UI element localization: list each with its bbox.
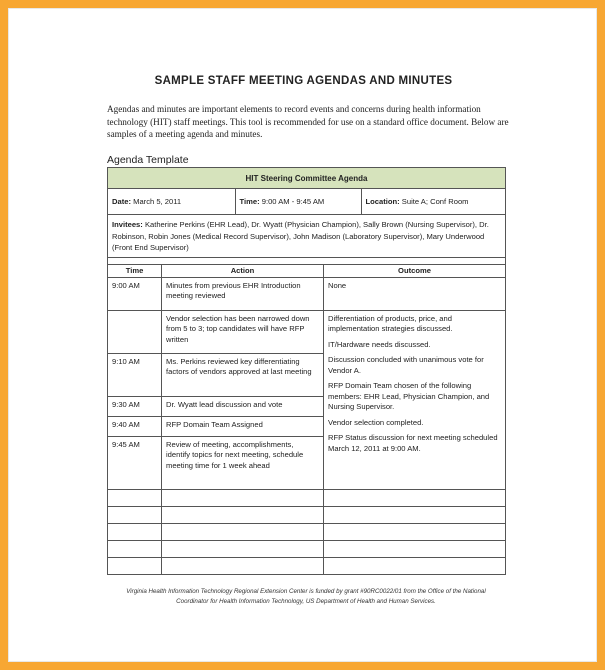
- footer-line-2: Coordinator for Health Information Technology, US Department of Health and Human Services.: [176, 597, 436, 605]
- invitees-value: Katherine Perkins (EHR Lead), Dr. Wyatt (Physician Champion), Sally Brown (Nursing Supervisor), Dr. Robinson, Robin Jones (Medical Record Supervisor), John Madison (Laboratory Supervisor), Mary Underwood (Front End Supervisor): [112, 220, 489, 252]
- intro-paragraph: Agendas and minutes are important elements to record events and concerns during health information technology (HIT) staff meetings. This tool is recommended for use on a standard office document. Below are samples of a meeting agenda and minutes.: [107, 104, 509, 139]
- empty-row: [108, 557, 506, 574]
- agenda-table: [107, 167, 506, 575]
- outcome-item: RFP Status discussion for next meeting scheduled March 12, 2011 at 9:00 AM.: [328, 433, 498, 453]
- footer-note: [107, 587, 505, 606]
- outcome-block-cell: [324, 310, 506, 489]
- time-value: 9:00 AM - 9:45 AM: [261, 197, 325, 206]
- outcome-item: Differentiation of products, price, and implementation strategies discussed.: [328, 313, 453, 333]
- agenda-title: HIT Steering Committee Agenda: [108, 168, 506, 189]
- empty-row: [108, 506, 506, 523]
- date-label: Date:: [112, 197, 131, 206]
- outcome-item: RFP Domain Team chosen of the following members: EHR Lead, Physician Champion, and Nursing Supervisor.: [328, 381, 490, 411]
- row-time: [108, 310, 162, 353]
- column-header-time: Time: [108, 264, 162, 277]
- row-action: Dr. Wyatt lead discussion and vote: [162, 396, 324, 416]
- column-header-outcome: Outcome: [324, 264, 506, 277]
- location-label: Location:: [365, 197, 400, 206]
- document-page: [8, 8, 597, 662]
- empty-row: [108, 523, 506, 540]
- date-value: March 5, 2011: [133, 197, 182, 206]
- document-title: SAMPLE STAFF MEETING AGENDAS AND MINUTES: [154, 75, 453, 87]
- meeting-info-row: [108, 189, 506, 215]
- invitees-row: [108, 215, 506, 258]
- time-label: Time:: [239, 197, 260, 206]
- row-time: 9:10 AM: [108, 353, 162, 396]
- row-action: Review of meeting, accomplishments, identify topics for next meeting, schedule meeting time for 1 week ahead: [162, 436, 324, 489]
- agenda-template-heading: Agenda Template: [107, 154, 189, 166]
- location-value: Suite A; Conf Room: [401, 197, 469, 206]
- table-row: [108, 310, 506, 353]
- outcome-item: Vendor selection completed.: [328, 417, 424, 427]
- location-cell: [361, 189, 506, 214]
- footer-line-1: Virginia Health Information Technology Regional Extension Center is funded by grant #90RC0022/01 from the Office of the National: [126, 588, 486, 595]
- row-action: Minutes from previous EHR Introduction meeting reviewed: [162, 277, 324, 310]
- outcome-item: Discussion concluded with unanimous vote for Vendor A.: [328, 355, 484, 375]
- row-time: 9:40 AM: [108, 416, 162, 436]
- invitees-cell: [108, 215, 506, 258]
- row-time: 9:45 AM: [108, 436, 162, 489]
- row-time: 9:30 AM: [108, 396, 162, 416]
- row-action: RFP Domain Team Assigned: [162, 416, 324, 436]
- agenda-title-row: [108, 168, 506, 189]
- date-cell: [108, 189, 235, 214]
- row-action: Vendor selection has been narrowed down from 5 to 3; top candidates will have RFP written: [162, 310, 324, 353]
- column-header-row: [108, 264, 506, 277]
- table-row: [108, 277, 506, 310]
- spacer-row: [108, 257, 506, 264]
- row-time: 9:00 AM: [108, 277, 162, 310]
- time-cell: [235, 189, 361, 214]
- empty-row: [108, 489, 506, 506]
- empty-row: [108, 540, 506, 557]
- outcome-item: IT/Hardware needs discussed.: [328, 339, 431, 349]
- column-header-action: Action: [162, 264, 324, 277]
- row-action: Ms. Perkins reviewed key differentiating factors of vendors approved at last meeting: [162, 353, 324, 396]
- row-outcome: None: [324, 277, 506, 310]
- invitees-label: Invitees:: [112, 220, 143, 229]
